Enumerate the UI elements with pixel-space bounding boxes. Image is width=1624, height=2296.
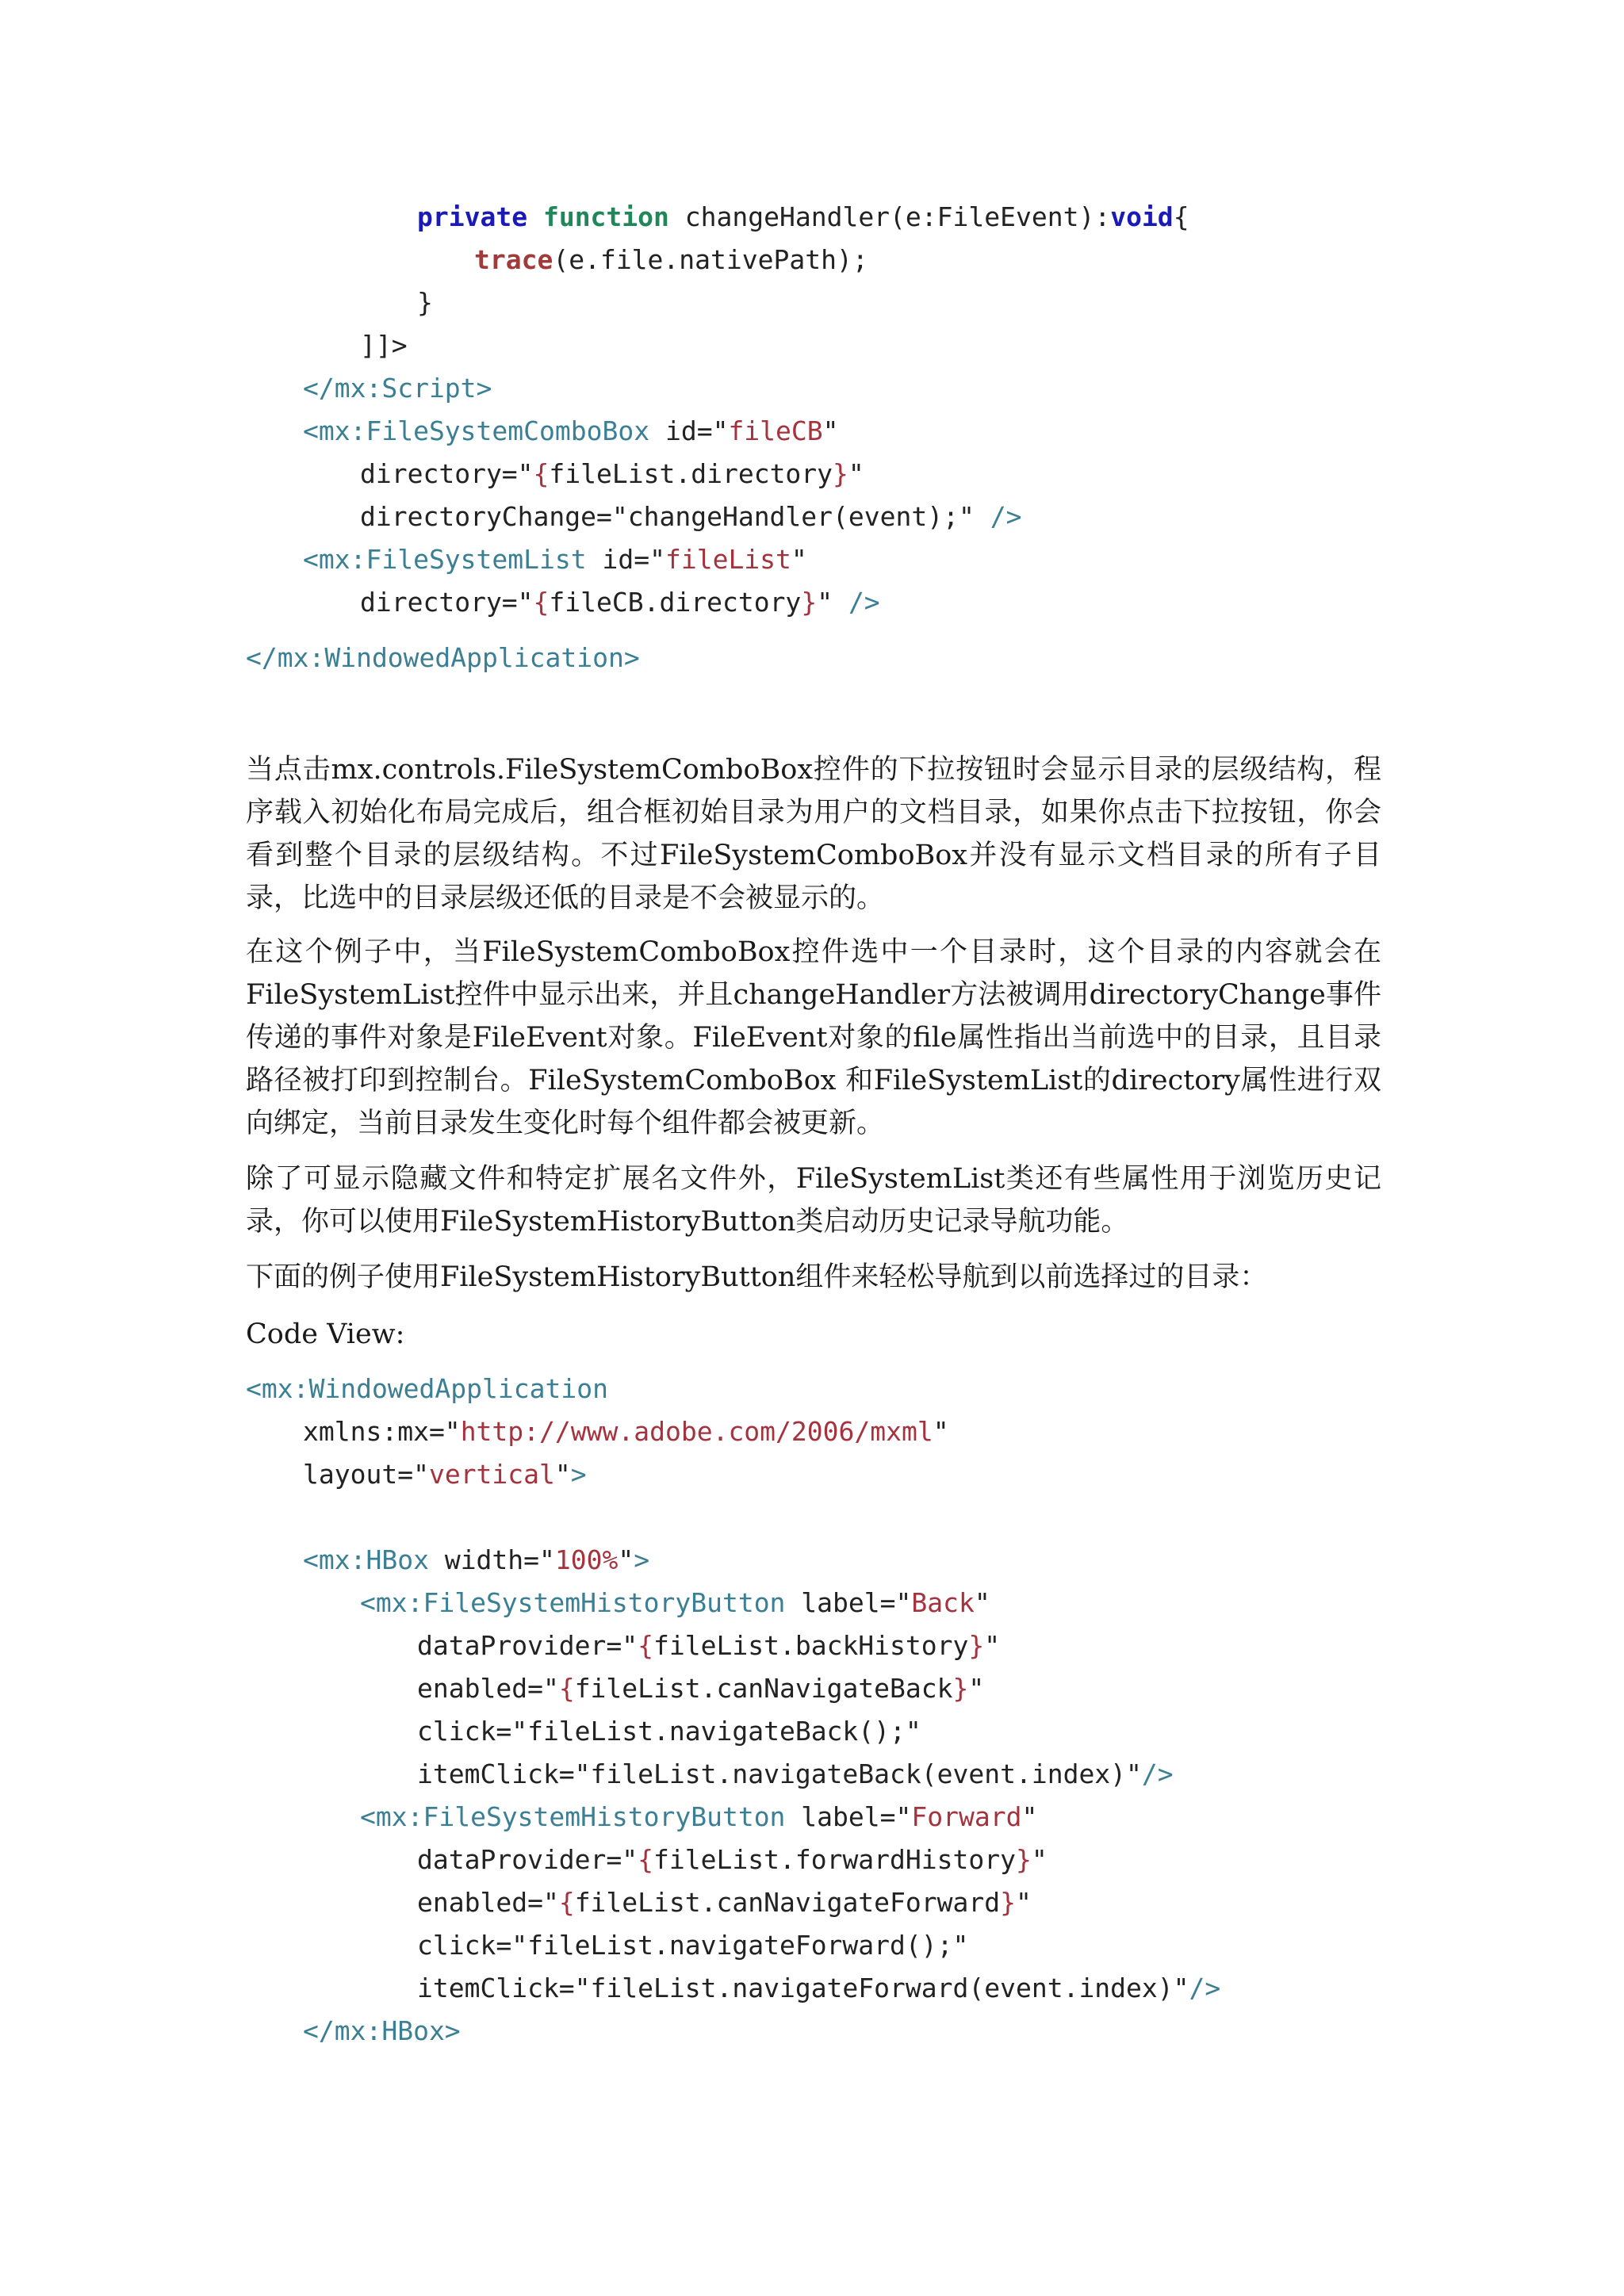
code-text: click="fileList.navigateForward();" — [417, 1930, 969, 1961]
code-brace: } — [1000, 1887, 1016, 1918]
code-string: fileCB — [728, 415, 823, 446]
code-line — [417, 196, 1189, 239]
code-brace: } — [952, 1673, 969, 1704]
code-text: enabled=" — [417, 1887, 559, 1918]
code-text: " — [791, 544, 807, 575]
code-keyword: trace — [474, 244, 553, 275]
code-line — [303, 410, 839, 453]
code-line — [417, 1710, 921, 1753]
code-text: (e.file.nativePath); — [553, 244, 868, 275]
code-keyword: function — [542, 201, 669, 232]
code-tag: <mx:HBox — [303, 1544, 429, 1575]
code-text: itemClick="fileList.navigateForward(event.index)" — [417, 1973, 1189, 2003]
code-line — [360, 1796, 1037, 1839]
code-text: layout=" — [303, 1459, 429, 1490]
code-text: width=" — [428, 1544, 555, 1575]
code-line — [246, 1368, 608, 1410]
code-line — [303, 367, 492, 410]
code-tag: </mx:Script> — [303, 373, 492, 404]
code-text: " — [817, 587, 848, 618]
code-brace: { — [558, 1887, 575, 1918]
code-tag: <mx:FileSystemHistoryButton — [360, 1801, 786, 1832]
code-tag: <mx:FileSystemList — [303, 544, 587, 575]
code-text: " — [848, 458, 864, 489]
code-line — [417, 1839, 1048, 1881]
code-text: fileList.backHistory — [653, 1630, 969, 1661]
code-line — [417, 1881, 1032, 1924]
code-line — [303, 1453, 587, 1496]
code-line — [417, 1967, 1220, 2010]
code-text: directory=" — [360, 587, 534, 618]
code-line — [303, 1410, 949, 1453]
code-tag: > — [570, 1459, 587, 1490]
code-brace: { — [533, 587, 550, 618]
code-brace: } — [1016, 1844, 1032, 1875]
code-tag: </mx:HBox> — [303, 2015, 461, 2046]
code-line — [417, 281, 433, 324]
code-text: dataProvider=" — [417, 1630, 638, 1661]
code-brace: { — [638, 1630, 654, 1661]
code-line — [303, 2010, 461, 2053]
code-keyword: void — [1110, 201, 1174, 232]
code-tag: /> — [1141, 1758, 1174, 1789]
code-tag: <mx:WindowedApplication — [246, 1373, 608, 1404]
code-line — [360, 1582, 990, 1624]
code-text: fileList.canNavigateBack — [574, 1673, 953, 1704]
code-text: fileList.directory — [549, 458, 833, 489]
paragraph: 下面的例子使用FileSystemHistoryButton组件来轻松导航到以前选择过的目录： — [246, 1261, 1268, 1293]
code-brace: } — [968, 1630, 985, 1661]
code-string: 100% — [554, 1544, 619, 1575]
code-line — [360, 581, 880, 624]
code-string: fileList — [665, 544, 791, 575]
code-tag: /> — [990, 501, 1022, 532]
code-text: id=" — [649, 415, 729, 446]
code-text: directoryChange="changeHandler(event);" — [360, 501, 990, 532]
code-brace: { — [533, 458, 550, 489]
code-line — [303, 1539, 649, 1582]
code-line — [417, 1753, 1174, 1796]
code-text: " — [822, 415, 839, 446]
code-line — [417, 1924, 968, 1967]
code-text: directory=" — [360, 458, 534, 489]
code-text: itemClick="fileList.navigateBack(event.index)" — [417, 1758, 1142, 1789]
code-text: dataProvider=" — [417, 1844, 638, 1875]
code-text: " — [933, 1416, 949, 1447]
code-tag: </mx:WindowedApplication> — [246, 642, 640, 673]
code-text: " — [1021, 1801, 1038, 1832]
code-text: " — [554, 1459, 571, 1490]
code-brace: } — [833, 458, 848, 489]
paragraph: 当点击mx.controls.FileSystemComboBox控件的下拉按钮时会显示目录的层级结构，程序载入初始化布局完成后，组合框初始目录为用户的文档目录，如果你点击下拉按钮，你会看到整个目录的层级结构。不过FileSystemComboBox并没有显示文档目录的所有子目录，比选中的目录层级还低的目录是不会被显示的。 — [246, 754, 1381, 914]
code-tag: /> — [848, 587, 880, 618]
code-brace: { — [638, 1844, 654, 1875]
code-line — [417, 1624, 1000, 1667]
code-line — [303, 538, 807, 581]
code-text: " — [618, 1544, 634, 1575]
code-tag: <mx:FileSystemComboBox — [303, 415, 650, 446]
code-text: changeHandler(e:FileEvent): — [668, 201, 1111, 232]
code-line — [360, 453, 864, 496]
code-text: click="fileList.navigateBack();" — [417, 1716, 921, 1747]
paragraph: 在这个例子中，当FileSystemComboBox控件选中一个目录时，这个目录的内容就会在FileSystemList控件中显示出来，并且changeHandler方法被调用directoryChange事件传递的事件对象是FileEvent对象。FileEvent对象的file属性指出当前选中的目录，且目录路径被打印到控制台。FileSystemComboBox 和FileSystemList的directory属性进行双向绑定，当前目录发生变化时每个组件都会被更新。 — [246, 936, 1381, 1139]
code-text: } — [417, 287, 433, 318]
code-tag: /> — [1189, 1973, 1221, 2003]
code-line — [474, 239, 868, 281]
code-tag: <mx:FileSystemHistoryButton — [360, 1587, 786, 1618]
paragraph: Code View: — [246, 1318, 405, 1350]
code-text: fileCB.directory — [549, 587, 802, 618]
code-text: { — [1173, 201, 1189, 232]
code-text: ]]> — [360, 330, 408, 361]
code-text: enabled=" — [417, 1673, 559, 1704]
code-text — [527, 201, 543, 232]
code-string: Forward — [911, 1801, 1022, 1832]
code-tag: > — [634, 1544, 650, 1575]
code-line — [246, 637, 640, 679]
code-text: label=" — [785, 1801, 912, 1832]
code-string: vertical — [428, 1459, 555, 1490]
code-line — [360, 496, 1021, 538]
code-text: fileList.forwardHistory — [653, 1844, 1016, 1875]
code-brace: } — [801, 587, 818, 618]
code-text: xmlns:mx=" — [303, 1416, 461, 1447]
code-text: fileList.canNavigateForward — [574, 1887, 1001, 1918]
paragraph: 除了可显示隐藏文件和特定扩展名文件外，FileSystemList类还有些属性用于浏览历史记录，你可以使用FileSystemHistoryButton类启动历史记录导航功能。 — [246, 1163, 1381, 1238]
code-text: " — [984, 1630, 1001, 1661]
code-text: " — [968, 1673, 985, 1704]
code-line — [360, 324, 408, 367]
code-line — [417, 1667, 984, 1710]
code-text: label=" — [785, 1587, 912, 1618]
code-string: http://www.adobe.com/2006/mxml — [460, 1416, 933, 1447]
code-string: Back — [911, 1587, 975, 1618]
code-text: id=" — [586, 544, 665, 575]
code-brace: { — [558, 1673, 575, 1704]
code-keyword: private — [417, 201, 528, 232]
code-text: " — [1031, 1844, 1048, 1875]
code-text: " — [974, 1587, 990, 1618]
code-text: " — [1016, 1887, 1032, 1918]
